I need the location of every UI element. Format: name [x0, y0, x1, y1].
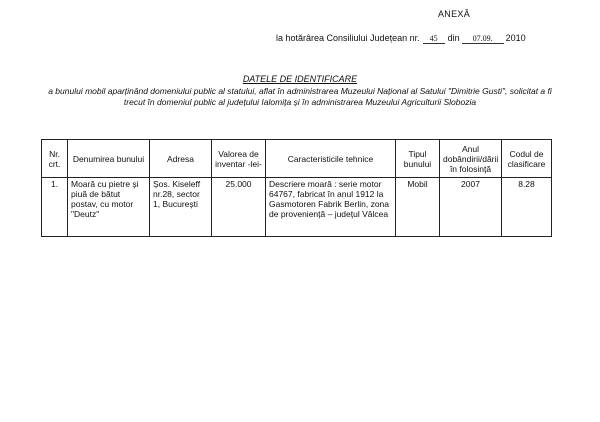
header-valoarea: Valorea de inventar -lei-: [212, 140, 266, 178]
table-row: [42, 178, 552, 237]
cell-nr: 1.: [42, 178, 68, 237]
header-caracteristici: Caracteristicile tehnice: [266, 140, 396, 178]
header-adresa: Adresa: [150, 140, 212, 178]
identification-table: [41, 139, 552, 237]
cell-anul: 2007: [440, 178, 502, 237]
decision-date: 07.09.: [462, 34, 504, 44]
cell-adresa: Șos. Kiseleff nr.28, sector 1, București: [150, 178, 212, 237]
reference-prefix: la hotărârea Consiliului Județean nr.: [276, 33, 420, 43]
cell-codul: 8.28: [502, 178, 552, 237]
header-tipul: Tipul bunului: [396, 140, 440, 178]
header-nr: Nr. crt.: [42, 140, 68, 178]
header-codul: Codul de clasificare: [502, 140, 552, 178]
cell-tipul: Mobil: [396, 178, 440, 237]
document-title: DATELE DE IDENTIFICARE: [242, 74, 358, 84]
cell-valoarea: 25.000: [212, 178, 266, 237]
header-anul: Anul dobândirii/dării în folosință: [440, 140, 502, 178]
annex-label: ANEXĂ: [438, 9, 471, 19]
cell-denumirea: Moară cu pietre și piuă de bătut postav, cu motor "Deutz": [68, 178, 150, 237]
decision-year: 2010: [505, 33, 526, 43]
reference-din: din: [447, 33, 460, 43]
cell-caracteristici: Descriere moară : serie motor 64767, fabricat în anul 1912 la Gasmotoren Fabrik Berlin, zona de proveniență – județul Vâlcea: [266, 178, 396, 237]
document-subtitle: a bunului mobil aparținând domeniului public al statului, aflat în administrarea Muzeului Național al Satului "Dimitrie Gusti", solicitat a fi trecut în domeniul public al județului Ialomița și în administrarea Muzeului Agriculturii Slobozia: [48, 86, 552, 107]
header-denumirea: Denumirea bunului: [68, 140, 150, 178]
decision-reference: [276, 33, 526, 44]
table-header-row: [42, 140, 552, 178]
decision-number: 45: [423, 34, 445, 44]
